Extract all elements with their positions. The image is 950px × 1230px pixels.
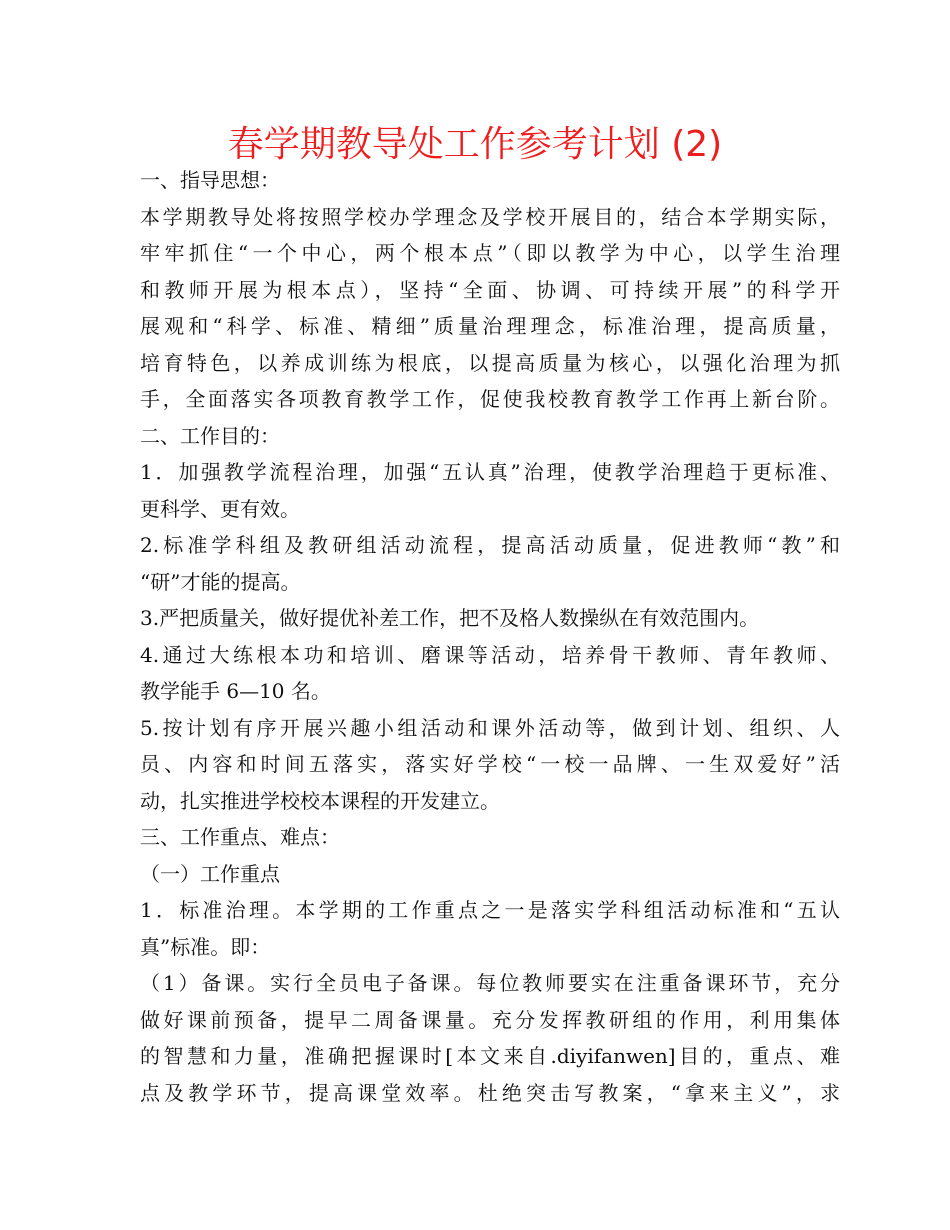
text-line: 点及教学环节，提高课堂效率。杜绝突击写教案，“拿来主义”，求 <box>140 1080 840 1105</box>
text-line: 更科学、更有效。 <box>140 496 300 521</box>
text-line: （1）备课。实行全员电子备课。每位教师要实在注重备课环节，充分 <box>140 971 840 995</box>
text-line: （一）工作重点 <box>140 861 280 886</box>
document-body <box>140 162 840 1111</box>
text-line: 本学期教导处将按照学校办学理念及学校开展目的，结合本学期实际， <box>140 204 840 229</box>
text-line: 二、工作目的： <box>140 423 280 448</box>
text-line: 三、工作重点、难点： <box>140 825 340 849</box>
text-line: 手，全面落实各项教育教学工作，促使我校教育教学工作再上新台阶。 <box>140 387 840 411</box>
text-line: 展观和“科学、标准、精细”质量治理理念，标准治理，提高质量， <box>140 314 840 338</box>
text-line: 1．加强教学流程治理，加强“五认真”治理，使教学治理趋于更标准、 <box>140 460 840 484</box>
text-line: 3.严把质量关，做好提优补差工作，把不及格人数操纵在有效范围内。 <box>140 606 760 630</box>
text-line: 和教师开展为根本点），坚持“全面、协调、可持续开展”的科学开 <box>140 277 840 302</box>
text-line: 教学能手 6—10 名。 <box>140 679 331 703</box>
text-line: 的智慧和力量，准确把握课时[本文来自.diyifanwen]目的，重点、难 <box>140 1044 840 1068</box>
text-line: 员、内容和时间五落实，落实好学校“一校一品牌、一生双爱好”活 <box>140 752 840 776</box>
text-line: 2.标准学科组及教研组活动流程，提高活动质量，促进教师“教”和 <box>140 533 840 557</box>
text-line: 一、指导思想： <box>140 168 280 192</box>
document-title: 春学期教导处工作参考计划 (2) <box>227 124 723 165</box>
text-line: 培育特色，以养成训练为根底，以提高质量为核心，以强化治理为抓 <box>140 350 840 375</box>
text-line: 1．标准治理。本学期的工作重点之一是落实学科组活动标准和“五认 <box>140 898 840 922</box>
text-line: 5.按计划有序开展兴趣小组活动和课外活动等，做到计划、组织、人 <box>140 715 840 740</box>
text-line: 动，扎实推进学校校本课程的开发建立。 <box>140 788 500 813</box>
text-line: 牢牢抓住“一个中心，两个根本点”（即以教学为中心，以学生治理 <box>140 241 840 265</box>
text-line: 真”标准。即： <box>140 934 271 959</box>
text-line: “研”才能的提高。 <box>140 569 301 594</box>
text-line: 做好课前预备，提早二周备课量。充分发挥教研组的作用，利用集体 <box>140 1007 840 1032</box>
text-line: 4.通过大练根本功和培训、磨课等活动，培养骨干教师、青年教师、 <box>140 642 840 667</box>
